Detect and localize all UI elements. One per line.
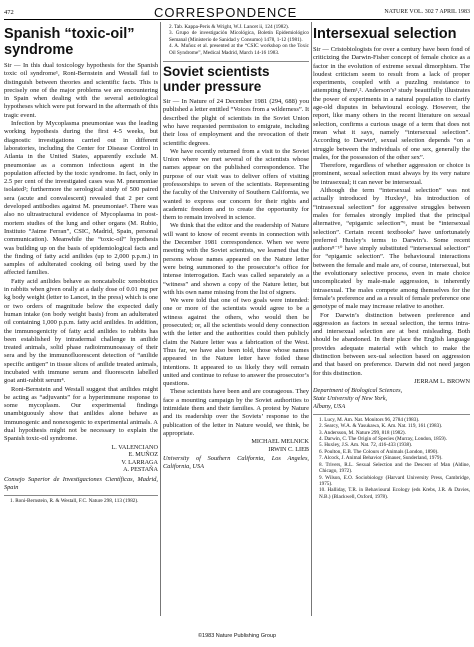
reference: 3. Grupo de investigación Micológica, Boletín Epidemiológico Semanal (Ministerio de Sanidad y Consumo) 1478, 1-12 (1981). bbox=[169, 30, 309, 43]
references-continued bbox=[163, 24, 309, 56]
letter-intersexual-selection bbox=[313, 24, 470, 616]
signatory: L. VALENCIANO bbox=[111, 443, 158, 451]
references bbox=[313, 414, 470, 500]
signatory: IRWIN C. LIEB bbox=[268, 445, 309, 453]
affiliation: State University of New York, bbox=[313, 395, 388, 403]
references bbox=[4, 495, 158, 504]
section-title: CORRESPONDENCE bbox=[154, 5, 298, 20]
paragraph: Sir — In Nature of 24 December 1981 (294, 688) you published a letter entitled “Voices from a wilderness”. It described the plight of scientists in the Soviet Union who have requested permission to emigrate, including their loss of employment and the revocation of their scientific degrees. bbox=[163, 98, 309, 147]
reference: 5. Huxley, J.S. Am. Nat. 72, 416-433 (1938). bbox=[319, 442, 413, 449]
page-number: 472 bbox=[4, 9, 14, 16]
paragraph: For Darwin’s distinction between preference and aggression as factors in sexual selection, the terms intra- and intersexual selection are at best misleading. Both should be abandoned. In their place the English language provides adequate material with which to make the distinction between sex-ual selection based on aggression and that based on preference. Darwin did not need jargon for this distinction. bbox=[313, 311, 470, 377]
reference: 9. Wilson, E.O. Sociobiology (Harvard University Press, Cambridge, 1975). bbox=[319, 474, 470, 487]
signatory: A. PESTAÑA bbox=[123, 466, 158, 474]
paragraph: Sir — In this dual toxicology hypothesis for the Spanish toxic oil syndrome¹, Roni-Bernstein and Westall fail to distinguish between theories and scientific facts. This is precisely one of the major problems we are encountering in Spain when dealing with the several aetiological hypotheses which were put forward in the aftermath of this tragic event. bbox=[4, 62, 158, 119]
reference: 4. A. Muñoz et al. presented at the “CSIC workshop on the Toxic Oil Syndrome”, Medical Madrid, March 14-16 1983. bbox=[169, 43, 309, 56]
reference: 4. Darwin, C. The Origin of Species (Murray, London, 1859). bbox=[319, 436, 447, 443]
signatory: MICHAEL MELNICK bbox=[251, 438, 309, 446]
affiliation: Consejo Superior de Investigaciones Científicas, Madrid, Spain bbox=[4, 476, 158, 491]
reference: 7. Alcock, J. Animal Behavior (Sinauer, Sunderland, 1979). bbox=[319, 455, 443, 462]
reference: 3. Andersson, M. Nature 299, 818 (1982). bbox=[319, 429, 406, 436]
paragraph: Sir — Cristobiologists for over a century have been fond of criticizing the Darwin-Fisher concept of female choice as a factor in the evolution of extreme sexual dimorphism. The loudest criticism seem to result from a lack of proper experiments, coupled with a puzzling resistance to attempting them¹,². Anderson’s³ study beautifully illustrates the power of experiments in a natural population to clarify age-old disputes in behavioural ecology. However, the report, like many others in the recent literature on sexual selection, confirms a curious usage of a term that does not mean what it says, namely “intersexual selection”. According to Darwin⁴, sexual selection depends “on a struggle between the individuals of one sex, generally the males, for the possession of the other sex”. bbox=[313, 46, 470, 161]
affiliation: Department of Biological Sciences, bbox=[313, 387, 403, 395]
paragraph: Fatty acid anilides behave as noncatabolic xenobiotics in rabbits when given orally at a daily dose of 0.01 mg per kg body weight (letter to Lancet, in the press) which is one or two orders of magnitude below the expected daily human intake (on body weight basis) from an adulterated oil containing 1,000 p.p.m. fatty acid anilides. In addition, the immunogenicity of fatty acid anilides to rabbits has been established by intradermal challenge in anilide treated animals, solid phase radioimmunoassay of their sera and by the immunofluorescent detection of “anilide specific antigen” in tissue slices of anilide treated animals, incubated with immune serum and fluorescein labelled goat anti-rabbit serum⁴. bbox=[4, 277, 158, 385]
signatory: V. LARRAGA bbox=[121, 458, 158, 466]
reference: 6. Poulton, E.B. The Colours of Animals (London, 1890). bbox=[319, 448, 439, 455]
signatory: E. MUÑOZ bbox=[128, 451, 158, 459]
copyright-footer: ©1983 Nature Publishing Group bbox=[197, 633, 277, 639]
page-header bbox=[4, 6, 470, 20]
signatory: JERRAM L. BROWN bbox=[414, 377, 470, 385]
column-middle bbox=[163, 24, 309, 616]
letter-toxic-oil bbox=[4, 24, 158, 616]
reference: 10. Halliday, T.R. in Behavioural Ecology (eds Krebs, J.R. & Davies, N.B.) (Blackwell, Oxford, 1978). bbox=[319, 487, 470, 500]
affiliation: University of Southern California, Los Angeles, California, USA bbox=[163, 455, 309, 471]
reference: 1. Lucy, M. Am. Nat. Monitors 96, 2784 (1983). bbox=[319, 416, 420, 423]
paragraph: We were told that one of two goals were intended: one or more of the scientists would agree to be a witness against the others, who would then be prosecuted; or, all the scientists would deny connection with the letter and the authorities could then publicly claim the Nature letter was a fabrication of the West. Thus far, we have also been told, those whose names appeared in the Nature letter have foiled these intentions. It appeared to us likely they will remain united and continue to refuse to answer the prosecutor’s questions. bbox=[163, 297, 309, 388]
letter-title: Intersexual selection bbox=[313, 26, 457, 42]
header-rule bbox=[4, 19, 470, 20]
paragraph: Therefore, regardless of whether aggression or choice is prominent, sexual selection must always by its very nature be intrasexual; it can never be intersexual. bbox=[313, 162, 470, 186]
column-divider bbox=[160, 22, 161, 616]
paragraph: We have recently returned from a visit to the Soviet Union where we met several of the scientists whose names appear on the published correspondence. The purpose of our visit was to deliver offers of visiting professorships to seven of the scientists. Representing the faculty of the University of Southern California, we wanted to express our concern for their rights and academic freedom and to create the opportunity for them to remain involved in science. bbox=[163, 147, 309, 222]
reference: 2. Searcy, W.A. & Yasukawa, K. Am. Nat. 119, 161 (1983). bbox=[319, 423, 443, 430]
paragraph: These scientists have been and are courageous. They face a mounting campaign by the Soviet authorities to intimidate them and their families. A protest by Nature and its readership over the Soviets’ response to the publication of the letter in Nature would, we think, be appropriate. bbox=[163, 388, 309, 437]
paragraph: We think that the editor and the readership of Nature will want to know of recent events in connection with the December 1981 correspondence. When we were meeting with the Soviet scientists, we learned that the persons whose names appeared on the Nature letter were being summoned to the prosecutor’s office for intense interrogation. Each was called separately as a “witness” and shown a copy of the Nature letter, but with his own name missing from the list of signers. bbox=[163, 222, 309, 296]
reference: 8. Trivers, R.L. Sexual Selection and the Descent of Man (Aldine, Chicago, 1972). bbox=[319, 461, 470, 475]
column-divider bbox=[311, 22, 312, 616]
letter-title: Spanish “toxic-oil” syndrome bbox=[4, 26, 135, 58]
issue-info: NATURE VOL. 302 7 APRIL 1983 bbox=[384, 9, 470, 15]
affiliation: Albany, USA bbox=[313, 403, 346, 411]
letter-title: Soviet scientists under pressure bbox=[163, 64, 270, 95]
reference: 2. Tab. Kappa-Peris & Wright, W.J. Lancet ii, 124 (1982). bbox=[169, 24, 289, 30]
paragraph: Although the term “intersexual selection” was not actually introduced by Huxley⁵, his introduction of “intrasexual selection” for aggressive struggles between males for females strongly implied that the principal alternative, “epigamic selection”⁶, must be “intersexual selection”. Certain recent textbooks⁷ have unfortunately preferred Huxley’s terms to Darwin’s. Some recent authors⁸⁻¹⁰ have simply substituted “intersexual selection” for “epigamic selection”. The behavioural interactions between the female and male are, of course, intersexual, but the evolutionary selective process, even in mate choice uncomplicated by male-male aggression, is inherently intrasexual. The males compete among themselves for the female’s preference and as a result of female preference one genotype of male may increase relative to another. bbox=[313, 187, 470, 311]
paragraph: Roni-Bernstein and Westall suggest that anilides might be acting as “adjuvants” for a hyperimmune response to some mycoplasm. Our experimental findings unambiguously show that anilides alone behave as immunogenic and nonexogenic to experimental animals. A dual hypothesis might not be necessary to explain the Spanish toxic-oil syndrome. bbox=[4, 385, 158, 443]
paragraph: Infection by Mycoplasma pneumoniae was the leading working hypothesis during the first 4-5 weeks, but diagnostic investigations carried out in different laboratories, including the Center for Disease Control in Atlanta in the United States, apparently exclude M. pneumoniae as a common infectious agent in the population affected by the toxic syndrome. In fact, only in 2.5 per cent of the investigated cases was M. pneumoniae isolated²; furthermore the serological study of 500 paired sera (acute and convalescent) revealed that 2 per cent developed antibodies against M. pneumoniae³. There was also no ultrastructural evidence of Mycoplasma in post-mortem studies of the lung and other organs (M. Rubio, Instituto “Jaime Ferran”, CSIC, Madrid, Spain, personal communication). Meanwhile the “toxic-oil” hypothesis was building up on the basis of epidemiological facts and the finding of fatty acid anilides (up to 2,000 p.p.m.) in samples of adulterated cooking oil being used by the affected families. bbox=[4, 120, 158, 277]
reference: 1. Roni-Bernstein, R. & Westall, F.C. Nature 298, 113 (1982). bbox=[10, 497, 139, 504]
